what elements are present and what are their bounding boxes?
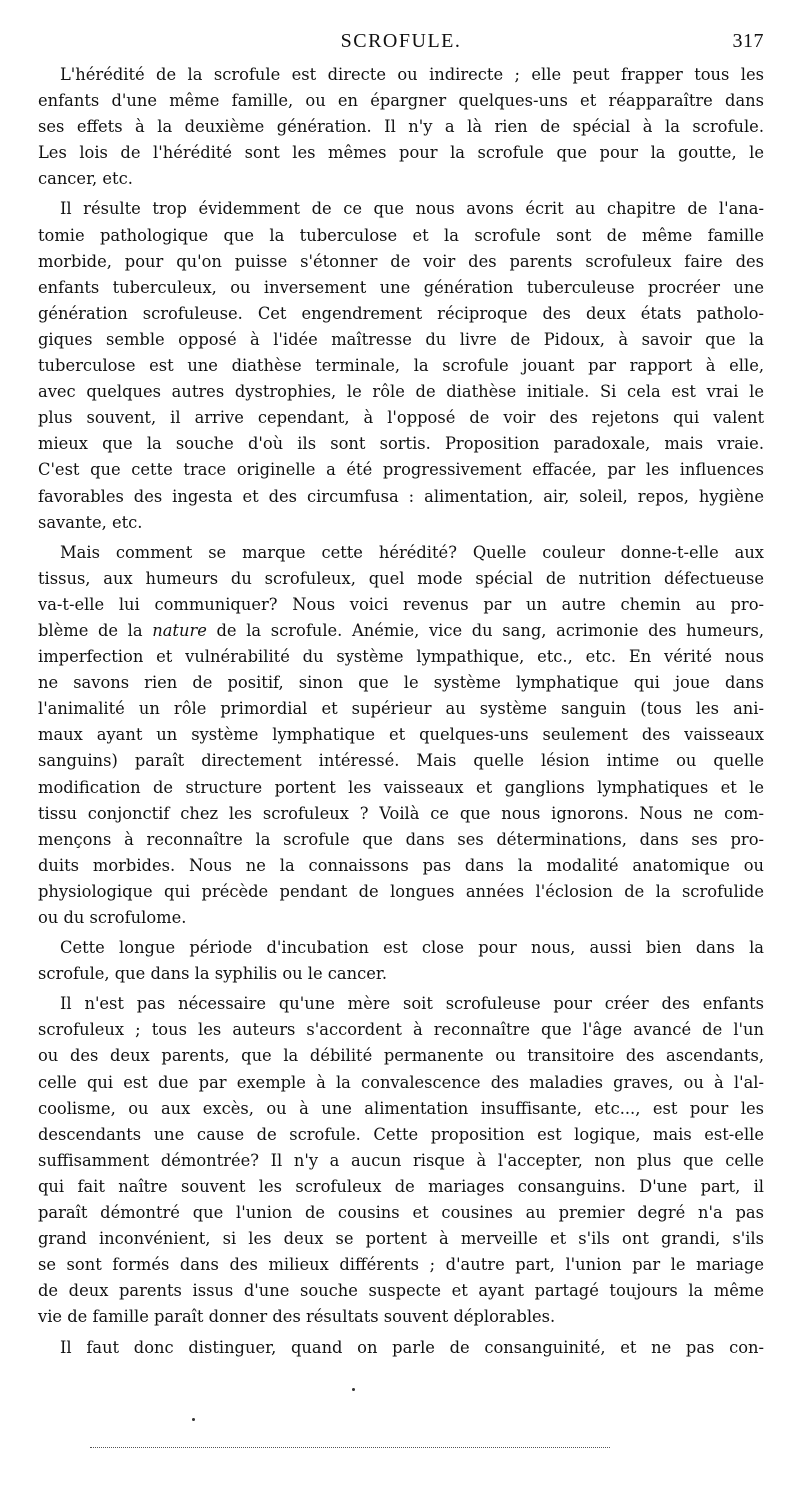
text-line: Les lois de l'hérédité sont les mêmes pour la scrofule que pour la goutte, le	[38, 143, 764, 163]
text-line: Mais comment se marque cette hérédité? Quelle couleur donne-t-elle aux	[60, 542, 764, 562]
text-line: L'hérédité de la scrofule est directe ou indirecte ; elle peut frapper tous les	[60, 65, 764, 84]
text-line: plus souvent, il arrive cependant, à l'opposé de voir des rejetons qui valent	[38, 408, 764, 428]
text-line: cancer, etc.	[38, 169, 133, 189]
running-title: SCROFULE.	[340, 30, 462, 52]
text-line: génération scrofuleuse. Cet engendrement réciproque des deux états patholo-	[38, 303, 764, 323]
italic-word: nature	[152, 620, 207, 640]
paragraph	[38, 935, 764, 987]
text-line: mieux que la souche d'où ils sont sortis. Proposition paradoxale, mais vraie.	[38, 434, 764, 454]
text-line: ou des deux parents, que la débilité permanente ou transitoire des ascendants,	[38, 1046, 764, 1066]
page-number: 317	[732, 30, 764, 52]
ink-speck	[352, 1388, 355, 1391]
text-line: favorables des ingesta et des circumfusa : alimentation, air, soleil, repos, hygiène	[38, 486, 764, 506]
text-line: descendants une cause de scrofule. Cette proposition est logique, mais est-elle	[38, 1124, 764, 1144]
text-line: scrofule, que dans la syphilis ou le cancer.	[38, 964, 388, 984]
text-line: modification de structure portent les vaisseaux et ganglions lymphatiques et le	[38, 777, 764, 797]
text-line: ou du scrofulome.	[38, 908, 187, 927]
text-line: Il n'est pas nécessaire qu'une mère soit scrofuleuse pour créer des enfants	[60, 994, 764, 1014]
footer-dotted-rule	[90, 1447, 610, 1448]
paragraph	[38, 540, 764, 931]
text-line: ses effets à la deuxième génération. Il n'y a là rien de spécial à la scrofule.	[38, 117, 764, 137]
text-line: celle qui est due par exemple à la convalescence des maladies graves, ou à l'al-	[38, 1072, 764, 1092]
text-body	[38, 62, 764, 1361]
text-line: tissus, aux humeurs du scrofuleux, quel mode spécial de nutrition défectueuse	[38, 568, 764, 588]
text-line: Cette longue période d'incubation est close pour nous, aussi bien dans la	[60, 938, 764, 958]
text-line: Il résulte trop évidemment de ce que nous avons écrit au chapitre de l'ana-	[60, 199, 764, 219]
page	[38, 30, 764, 1365]
text-line: coolisme, ou aux excès, ou à une alimentation insuffisante, etc..., est pour les	[38, 1098, 764, 1118]
text-line: de deux parents issus d'une souche suspecte et ayant partagé toujours la même	[38, 1281, 764, 1301]
text-line: physiologique qui précède pendant de longues années l'éclosion de la scrofulide	[38, 881, 764, 901]
text-line: ne savons rien de positif, sinon que le système lymphatique qui joue dans	[38, 673, 764, 693]
text-line: tissu conjonctif chez les scrofuleux ? Voilà ce que nous ignorons. Nous ne com-	[38, 803, 764, 823]
text-line: va-t-elle lui communiquer? Nous voici revenus par un autre chemin au pro-	[38, 594, 764, 614]
text-line: tomie pathologique que la tuberculose et la scrofule sont de même famille	[38, 225, 764, 245]
running-header	[38, 30, 764, 54]
text-fragment: blème de la	[38, 620, 153, 640]
text-line: enfants d'une même famille, ou en épargner quelques-uns et réapparaître dans	[38, 91, 764, 111]
text-line: l'animalité un rôle primordial et supérieur au système sanguin (tous les ani-	[38, 699, 764, 719]
text-line: mençons à reconnaître la scrofule que dans ses déterminations, dans ses pro-	[38, 829, 764, 849]
text-line: sanguins) paraît directement intéressé. Mais quelle lésion intime ou quelle	[38, 751, 764, 771]
text-line: se sont formés dans des milieux différents ; d'autre part, l'union par le mariage	[38, 1255, 764, 1275]
text-line: vie de famille paraît donner des résultats souvent déplorables.	[38, 1307, 556, 1327]
paragraph	[38, 991, 764, 1330]
text-line: grand inconvénient, si les deux se portent à merveille et s'ils ont grandi, s'ils	[38, 1229, 764, 1249]
text-line: qui fait naître souvent les scrofuleux de mariages consanguins. D'une part, il	[38, 1176, 764, 1196]
paragraph	[38, 1335, 764, 1361]
text-line: morbide, pour qu'on puisse s'étonner de voir des parents scrofuleux faire des	[38, 251, 764, 271]
text-line	[38, 618, 764, 644]
text-line: avec quelques autres dystrophies, le rôle de diathèse initiale. Si cela est vrai le	[38, 382, 764, 402]
text-line: savante, etc.	[38, 512, 143, 532]
text-line: maux ayant un système lymphatique et quelques-uns seulement des vaisseaux	[38, 725, 764, 745]
paragraph	[38, 196, 764, 535]
text-line: suffisamment démontrée? Il n'y a aucun risque à l'accepter, non plus que celle	[38, 1150, 764, 1170]
ink-speck	[192, 1418, 195, 1421]
text-line: tuberculose est une diathèse terminale, la scrofule jouant par rapport à elle,	[38, 356, 764, 376]
text-line: imperfection et vulnérabilité du système lympathique, etc., etc. En vérité nous	[38, 647, 764, 667]
text-line: enfants tuberculeux, ou inversement une génération tuberculeuse procréer une	[38, 277, 764, 297]
text-line: C'est que cette trace originelle a été progressivement effacée, par les influences	[38, 460, 764, 480]
text-line: scrofuleux ; tous les auteurs s'accordent à reconnaître que l'âge avancé de l'un	[38, 1020, 764, 1040]
paragraph	[38, 62, 764, 192]
text-line: Il faut donc distinguer, quand on parle de consanguinité, et ne pas con-	[60, 1337, 764, 1357]
text-line: duits morbides. Nous ne la connaissons pas dans la modalité anatomique ou	[38, 855, 764, 875]
text-fragment: de la scrofule. Anémie, vice du sang, acrimonie des humeurs,	[206, 620, 764, 640]
text-line: paraît démontré que l'union de cousins et cousines au premier degré n'a pas	[38, 1203, 764, 1223]
text-line: giques semble opposé à l'idée maîtresse du livre de Pidoux, à savoir que la	[38, 329, 764, 349]
